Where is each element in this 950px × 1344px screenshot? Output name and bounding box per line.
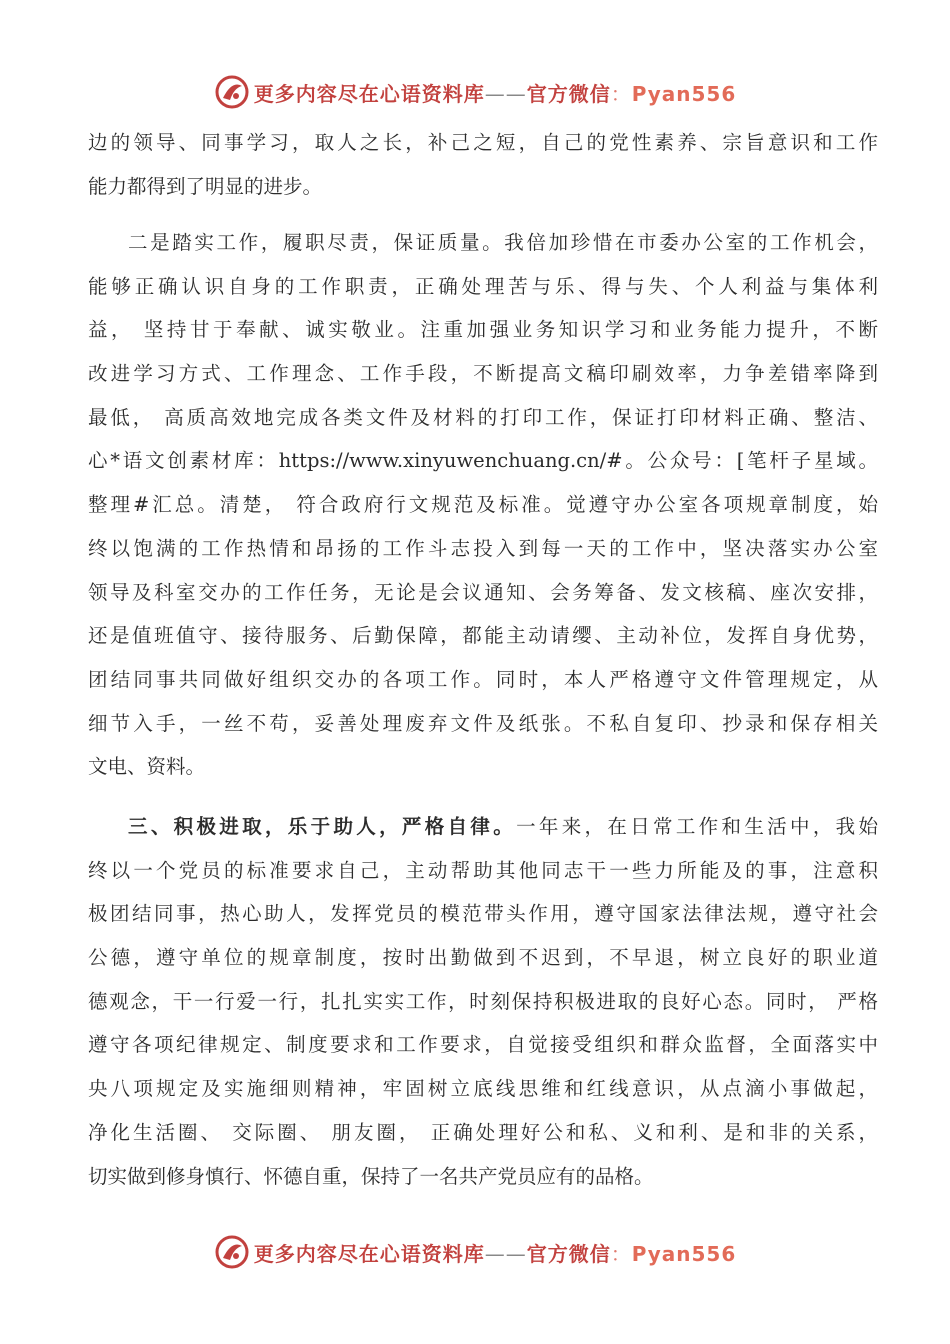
text-line: 二是踏实工作，履职尽责，保证质量。我倍加珍惜在市委办公室的工作机会，: [128, 231, 878, 254]
header-text: [254, 78, 737, 107]
text-line: 遵守各项纪律规定、制度要求和工作要求，自觉接受组织和群众监督，全面落实中: [88, 1033, 878, 1057]
header-dash: ——: [484, 81, 527, 106]
text-line: 切实做到修身慎行、怀德自重，保持了一名共产党员应有的品格。: [88, 1164, 654, 1188]
header-separator: ：: [610, 81, 632, 106]
footer-label: 官方微信: [526, 1241, 611, 1266]
text-line: 能够正确认识自身的工作职责，正确处理苦与乐、得与失、个人利益与集体利: [88, 274, 878, 298]
footer-title: 更多内容尽在心语资料库: [253, 1241, 485, 1266]
text-line: 公德，遵守单位的规章制度，按时出勤做到不迟到，不早退，树立良好的职业道: [88, 946, 878, 970]
text-line: 能力都得到了明显的进步。: [88, 174, 323, 198]
text-line: 心*语文创素材库：https://www.xinyuwenchuang.cn/#。公众号：[笔杆子星域。: [88, 449, 878, 473]
header-title: 更多内容尽在心语资料库: [253, 81, 485, 106]
text-line: 领导及科室交办的工作任务，无论是会议通知、会务筹备、发文核稿、座次安排，: [88, 580, 878, 604]
footer-dash: ——: [484, 1241, 527, 1266]
text-line: 净化生活圈、 交际圈、 朋友圈， 正确处理好公和私、义和利、是和非的关系，: [88, 1120, 878, 1144]
text-line: 文电、资料。: [88, 755, 206, 779]
paragraph-1: [88, 121, 878, 208]
header-banner: [0, 72, 950, 112]
text-line: 细节入手，一丝不苟，妥善处理废弃文件及纸张。不私自复印、抄录和保存相关: [88, 711, 878, 735]
brand-logo-icon: [214, 74, 250, 110]
section-heading-rest: 一年来，在日常工作和生活中，我始: [516, 815, 878, 838]
footer-text: [254, 1238, 737, 1267]
text-line: 还是值班值守、接待服务、后勤保障，都能主动请缨、主动补位，发挥自身优势，: [88, 624, 878, 648]
text-line-first: [88, 805, 878, 849]
text-line: 终以一个党员的标准要求自己，主动帮助其他同志干一些力所能及的事，注意积: [88, 858, 878, 882]
paragraph-2: [88, 221, 878, 789]
footer-wechat-id: Pyan556: [631, 1241, 737, 1266]
section-heading: 三、积极进取，乐于助人，严格自律。: [128, 815, 517, 838]
footer-banner: [0, 1232, 950, 1272]
text-line: 德观念，干一行爱一行，扎扎实实工作，时刻保持积极进取的良好心态。同时， 严格: [88, 989, 878, 1013]
header-label: 官方微信: [526, 81, 611, 106]
text-line: 终以饱满的工作热情和昂扬的工作斗志投入到每一天的工作中，坚决落实办公室: [88, 536, 878, 560]
text-line: 央八项规定及实施细则精神，牢固树立底线思维和红线意识，从点滴小事做起，: [88, 1077, 878, 1101]
text-line: 团结同事共同做好组织交办的各项工作。同时，本人严格遵守文件管理规定，从: [88, 667, 878, 691]
paragraph-3: [88, 805, 878, 1198]
text-line: 改进学习方式、工作理念、工作手段，不断提高文稿印刷效率，力争差错率降到: [88, 362, 878, 386]
text-line: 整理#汇总。清楚， 符合政府行文规范及标准。觉遵守办公室各项规章制度，始: [88, 493, 878, 517]
text-line: 边的领导、同事学习，取人之长，补己之短，自己的党性素养、宗旨意识和工作: [88, 131, 878, 154]
brand-logo-icon: [214, 1234, 250, 1270]
text-line: 最低， 高质高效地完成各类文件及材料的打印工作，保证打印材料正确、整洁、: [88, 405, 878, 429]
header-wechat-id: Pyan556: [631, 81, 737, 106]
text-line: 极团结同事，热心助人，发挥党员的模范带头作用，遵守国家法律法规，遵守社会: [88, 902, 878, 926]
text-line: 益， 坚持甘于奉献、诚实敬业。注重加强业务知识学习和业务能力提升，不断: [88, 318, 878, 342]
footer-separator: ：: [610, 1241, 632, 1266]
